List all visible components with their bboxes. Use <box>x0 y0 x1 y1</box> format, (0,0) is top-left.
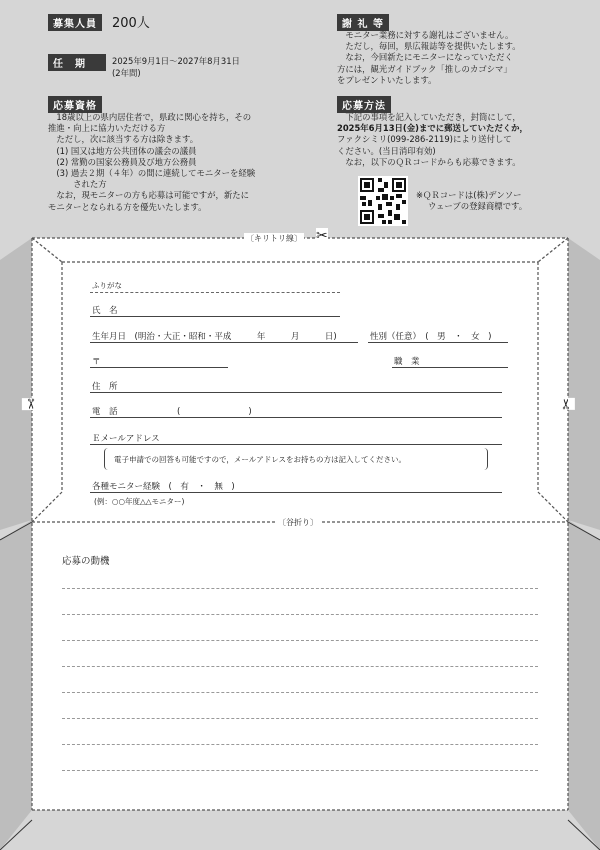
qualification-line: (1) 国又は地方公共団体の議会の議員 <box>48 145 197 156</box>
phone-field[interactable] <box>90 417 502 418</box>
job-field[interactable] <box>392 367 508 368</box>
birthdate-label: 生年月日 (明治・大正・昭和・平成 年 月 日) <box>92 332 337 342</box>
scissors-icon: ✂ <box>316 228 328 244</box>
reward-line: モニター業務に対する謝礼はございません。 <box>337 30 514 40</box>
method-label: 応募方法 <box>337 96 391 113</box>
qualification-line: 推進・向上に協力いただける方 <box>48 123 166 134</box>
sex-field[interactable] <box>368 342 508 343</box>
motive-line[interactable] <box>62 770 538 771</box>
reward-label: 謝 礼 等 <box>337 14 389 31</box>
monitor-experience-field[interactable] <box>90 492 502 493</box>
method-deadline: 2025年6月13日(金)までに郵送していただくか， <box>337 123 528 134</box>
qr-note-line: ウェーブの登録商標です。 <box>428 201 528 212</box>
motive-line[interactable] <box>62 614 538 615</box>
furigana-field[interactable] <box>90 292 340 293</box>
recruit-value: 200人 <box>112 16 150 31</box>
address-field[interactable] <box>90 392 502 393</box>
motive-line[interactable] <box>62 692 538 693</box>
qualification-line: (3) 過去２期（４年）の間に連続してモニターを経験 <box>48 168 256 179</box>
qualification-line: なお，現モニターの方も応募は可能ですが，新たに <box>48 190 249 201</box>
scissors-icon: ✂ <box>21 398 38 410</box>
monitor-experience-label: 各種モニター経験 ( 有 ・ 無 ) <box>92 482 235 492</box>
method-line: ファクシミリ(099-286-2119)により送付して <box>337 134 512 145</box>
reward-line: ただし，毎回，県広報誌等を提供いたします。 <box>337 41 521 52</box>
reward-line: なお，今回新たにモニターになっていただく <box>337 52 513 63</box>
qualification-line: モニターとなられる方を優先いたします。 <box>48 201 207 212</box>
method-line: 下記の事項を記入していただき，封筒にして， <box>337 112 521 122</box>
reward-line: をプレゼントいたします。 <box>337 74 437 85</box>
name-field[interactable] <box>90 316 340 317</box>
qualification-line: (2) 常勤の国家公務員及び地方公務員 <box>48 156 197 167</box>
email-label: Ｅメールアドレス <box>92 434 160 444</box>
name-label: 氏 名 <box>92 306 118 316</box>
reward-line: 方には，観光ガイドブック「推しのカゴシマ」 <box>337 63 512 74</box>
cut-line-label: 〔キリトリ線〕 <box>246 234 302 243</box>
email-note: 電子申請での回答も可能ですので，メールアドレスをお持ちの方は記入してください。 <box>114 455 406 464</box>
motive-line[interactable] <box>62 588 538 589</box>
method-line: ください。(当日消印有効) <box>337 145 436 156</box>
qualification-line: された方 <box>48 179 107 190</box>
motive-line[interactable] <box>62 744 538 745</box>
qualification-line: 18歳以上の県内居住者で，県政に関心を持ち，その <box>48 112 252 122</box>
email-field[interactable] <box>90 444 502 445</box>
motive-label: 応募の動機 <box>62 556 110 567</box>
furigana-label: ふりがな <box>92 281 122 290</box>
birthdate-field[interactable] <box>90 342 358 343</box>
motive-line[interactable] <box>62 640 538 641</box>
scissors-icon: ✂ <box>558 398 575 410</box>
recruit-label: 募集人員 <box>48 14 102 31</box>
term-dates: 2025年9月1日～2027年8月31日 <box>112 56 240 66</box>
phone-label: 電 話 ( ) <box>92 407 252 417</box>
postal-label: 〒 <box>92 357 101 367</box>
fold-line-label: 〔谷折り〕 <box>278 518 318 527</box>
qr-note-line: ※ＱＲコードは(株)デンソー <box>416 190 522 200</box>
method-line: なお，以下のＱＲコードからも応募できます。 <box>337 156 521 167</box>
postal-field[interactable] <box>90 367 228 368</box>
motive-line[interactable] <box>62 718 538 719</box>
job-label: 職 業 <box>394 357 420 367</box>
sex-label: 性別（任意） ( 男 ・ 女 ) <box>370 332 492 342</box>
address-label: 住 所 <box>92 382 118 392</box>
monitor-experience-example: (例：○○年度△△モニター) <box>94 497 185 506</box>
qualification-label: 応募資格 <box>48 96 102 113</box>
qualification-line: ただし，次に該当する方は除きます。 <box>48 134 199 145</box>
term-duration: (2年間) <box>112 68 141 78</box>
motive-line[interactable] <box>62 666 538 667</box>
term-label: 任 期 <box>48 54 106 71</box>
